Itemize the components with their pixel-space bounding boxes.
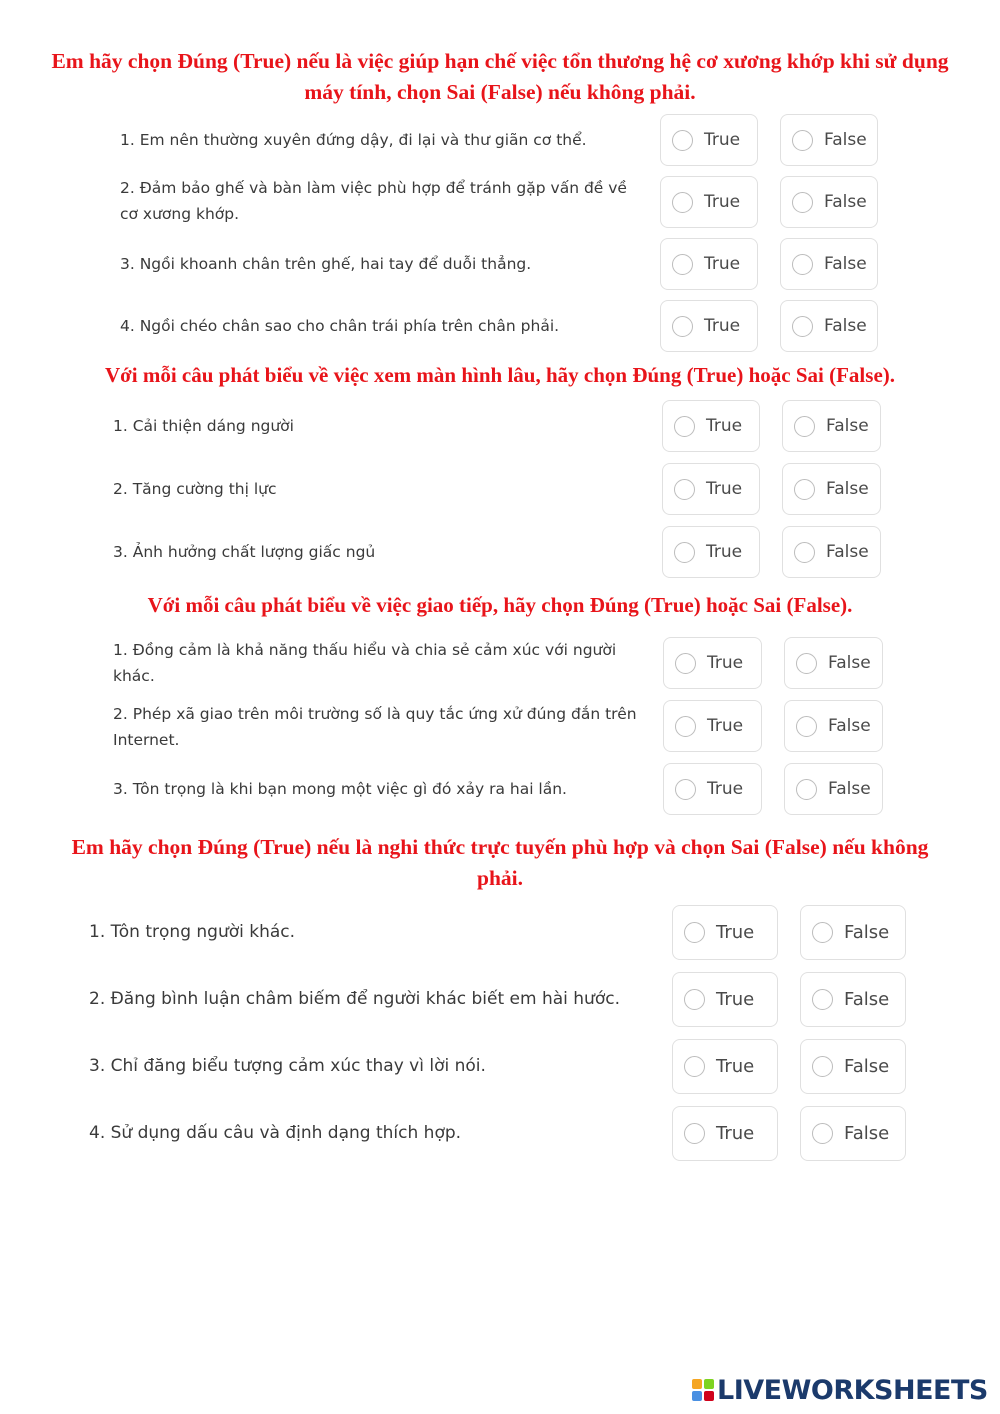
true-option[interactable] (663, 700, 762, 752)
false-label: False (826, 479, 869, 499)
true-option[interactable] (663, 763, 762, 815)
radio-circle-icon[interactable] (794, 479, 815, 500)
section-title-3: Với mỗi câu phát biểu về việc giao tiếp, hãy chọn Đúng (True) hoặc Sai (False). (147, 593, 853, 617)
false-option[interactable] (780, 114, 878, 166)
false-option[interactable] (780, 300, 878, 352)
false-option[interactable] (800, 972, 906, 1027)
question-row (113, 412, 633, 440)
question-row (113, 700, 653, 754)
question-text: 4. Sử dụng dấu câu và định dạng thích hợp. (89, 1123, 462, 1143)
question-text: 2. Tăng cường thị lực (113, 480, 277, 498)
liveworksheets-logo[interactable] (692, 1374, 988, 1406)
false-option[interactable] (780, 238, 878, 290)
radio-circle-icon[interactable] (672, 192, 693, 213)
radio-circle-icon[interactable] (812, 1123, 833, 1144)
radio-circle-icon[interactable] (684, 989, 705, 1010)
question-row (120, 174, 645, 228)
false-label: False (844, 989, 890, 1010)
liveworksheets-logo-icon (692, 1379, 714, 1401)
radio-circle-icon[interactable] (812, 922, 833, 943)
false-label: False (826, 416, 869, 436)
true-option[interactable] (663, 637, 762, 689)
question-text: 2. Đăng bình luận châm biếm để người khác biết em hài hước. (89, 989, 620, 1009)
true-option[interactable] (660, 300, 758, 352)
question-text: 2. Đảm bảo ghế và bàn làm việc phù hợp để tránh gặp vấn đề về cơ xương khớp. (120, 179, 627, 223)
false-label: False (828, 716, 871, 736)
section-title-2: Với mỗi câu phát biểu về việc xem màn hình lâu, hãy chọn Đúng (True) hoặc Sai (False). (104, 363, 896, 387)
radio-circle-icon[interactable] (675, 653, 696, 674)
question-text: 1. Cải thiện dáng người (113, 417, 294, 435)
radio-circle-icon[interactable] (796, 716, 817, 737)
question-text: 3. Ảnh hưởng chất lượng giấc ngủ (113, 543, 376, 561)
true-label: True (704, 130, 741, 150)
false-option[interactable] (784, 763, 883, 815)
radio-circle-icon[interactable] (792, 192, 813, 213)
question-text: 4. Ngồi chéo chân sao cho chân trái phía trên chân phải. (120, 317, 560, 335)
question-text: 2. Phép xã giao trên môi trường số là quy tắc ứng xử đúng đắn trên Internet. (113, 705, 637, 749)
false-label: False (828, 779, 871, 799)
radio-circle-icon[interactable] (792, 130, 813, 151)
section-title-1: Em hãy chọn Đúng (True) nếu là việc giúp hạn chế việc tổn thương hệ cơ xương khớp khi sử dụng máy tính, chọn Sai (False) nếu không phải. (51, 49, 949, 104)
true-label: True (716, 1123, 755, 1144)
true-label: True (707, 653, 744, 673)
true-label: True (707, 716, 744, 736)
false-label: False (824, 316, 867, 336)
question-row (89, 1052, 649, 1080)
radio-circle-icon[interactable] (672, 316, 693, 337)
radio-circle-icon[interactable] (812, 989, 833, 1010)
false-option[interactable] (784, 700, 883, 752)
true-label: True (716, 989, 755, 1010)
false-option[interactable] (782, 463, 881, 515)
true-option[interactable] (672, 972, 778, 1027)
section-title-4: Em hãy chọn Đúng (True) nếu là nghi thức trực tuyến phù hợp và chọn Sai (False) nếu không phải. (71, 835, 929, 890)
radio-circle-icon[interactable] (684, 1123, 705, 1144)
false-label: False (824, 130, 867, 150)
radio-circle-icon[interactable] (684, 1056, 705, 1077)
false-option[interactable] (784, 637, 883, 689)
false-option[interactable] (782, 526, 881, 578)
question-row (89, 1119, 649, 1147)
true-option[interactable] (660, 114, 758, 166)
true-label: True (706, 479, 743, 499)
question-row (113, 475, 633, 503)
true-label: True (704, 192, 741, 212)
true-option[interactable] (660, 176, 758, 228)
question-row (89, 985, 659, 1013)
true-label: True (704, 316, 741, 336)
true-option[interactable] (672, 1106, 778, 1161)
radio-circle-icon[interactable] (792, 316, 813, 337)
true-option[interactable] (662, 400, 760, 452)
true-option[interactable] (672, 1039, 778, 1094)
true-label: True (706, 542, 743, 562)
question-row (89, 918, 649, 946)
radio-circle-icon[interactable] (794, 542, 815, 563)
radio-circle-icon[interactable] (794, 416, 815, 437)
question-row (113, 775, 653, 803)
radio-circle-icon[interactable] (672, 130, 693, 151)
true-option[interactable] (662, 526, 760, 578)
false-label: False (828, 653, 871, 673)
question-row (120, 250, 640, 278)
radio-circle-icon[interactable] (792, 254, 813, 275)
false-label: False (844, 922, 890, 943)
question-text: 3. Tôn trọng là khi bạn mong một việc gì đó xảy ra hai lần. (113, 780, 567, 798)
logo-text: LIVEWORKSHEETS (717, 1374, 988, 1406)
radio-circle-icon[interactable] (675, 716, 696, 737)
radio-circle-icon[interactable] (684, 922, 705, 943)
false-label: False (844, 1123, 890, 1144)
question-row (113, 636, 643, 690)
question-text: 1. Em nên thường xuyên đứng dậy, đi lại và thư giãn cơ thể. (120, 131, 587, 149)
false-label: False (824, 254, 867, 274)
false-option[interactable] (800, 1106, 906, 1161)
true-label: True (704, 254, 741, 274)
false-label: False (824, 192, 867, 212)
radio-circle-icon[interactable] (674, 416, 695, 437)
true-option[interactable] (672, 905, 778, 960)
radio-circle-icon[interactable] (796, 779, 817, 800)
question-row (120, 312, 640, 340)
question-text: 3. Chỉ đăng biểu tượng cảm xúc thay vì lời nói. (89, 1056, 486, 1076)
radio-circle-icon[interactable] (672, 254, 693, 275)
radio-circle-icon[interactable] (796, 653, 817, 674)
radio-circle-icon[interactable] (675, 779, 696, 800)
question-text: 1. Tôn trọng người khác. (89, 922, 296, 942)
question-row (120, 126, 640, 154)
false-option[interactable] (782, 400, 881, 452)
false-option[interactable] (800, 1039, 906, 1094)
true-label: True (716, 922, 755, 943)
true-label: True (706, 416, 743, 436)
false-label: False (826, 542, 869, 562)
true-option[interactable] (662, 463, 760, 515)
radio-circle-icon[interactable] (812, 1056, 833, 1077)
false-label: False (844, 1056, 890, 1077)
true-label: True (716, 1056, 755, 1077)
question-row (113, 538, 633, 566)
false-option[interactable] (780, 176, 878, 228)
true-option[interactable] (660, 238, 758, 290)
question-text: 1. Đồng cảm là khả năng thấu hiểu và chia sẻ cảm xúc với người khác. (113, 641, 617, 685)
true-label: True (707, 779, 744, 799)
radio-circle-icon[interactable] (674, 542, 695, 563)
false-option[interactable] (800, 905, 906, 960)
radio-circle-icon[interactable] (674, 479, 695, 500)
question-text: 3. Ngồi khoanh chân trên ghế, hai tay để duỗi thẳng. (120, 255, 532, 273)
